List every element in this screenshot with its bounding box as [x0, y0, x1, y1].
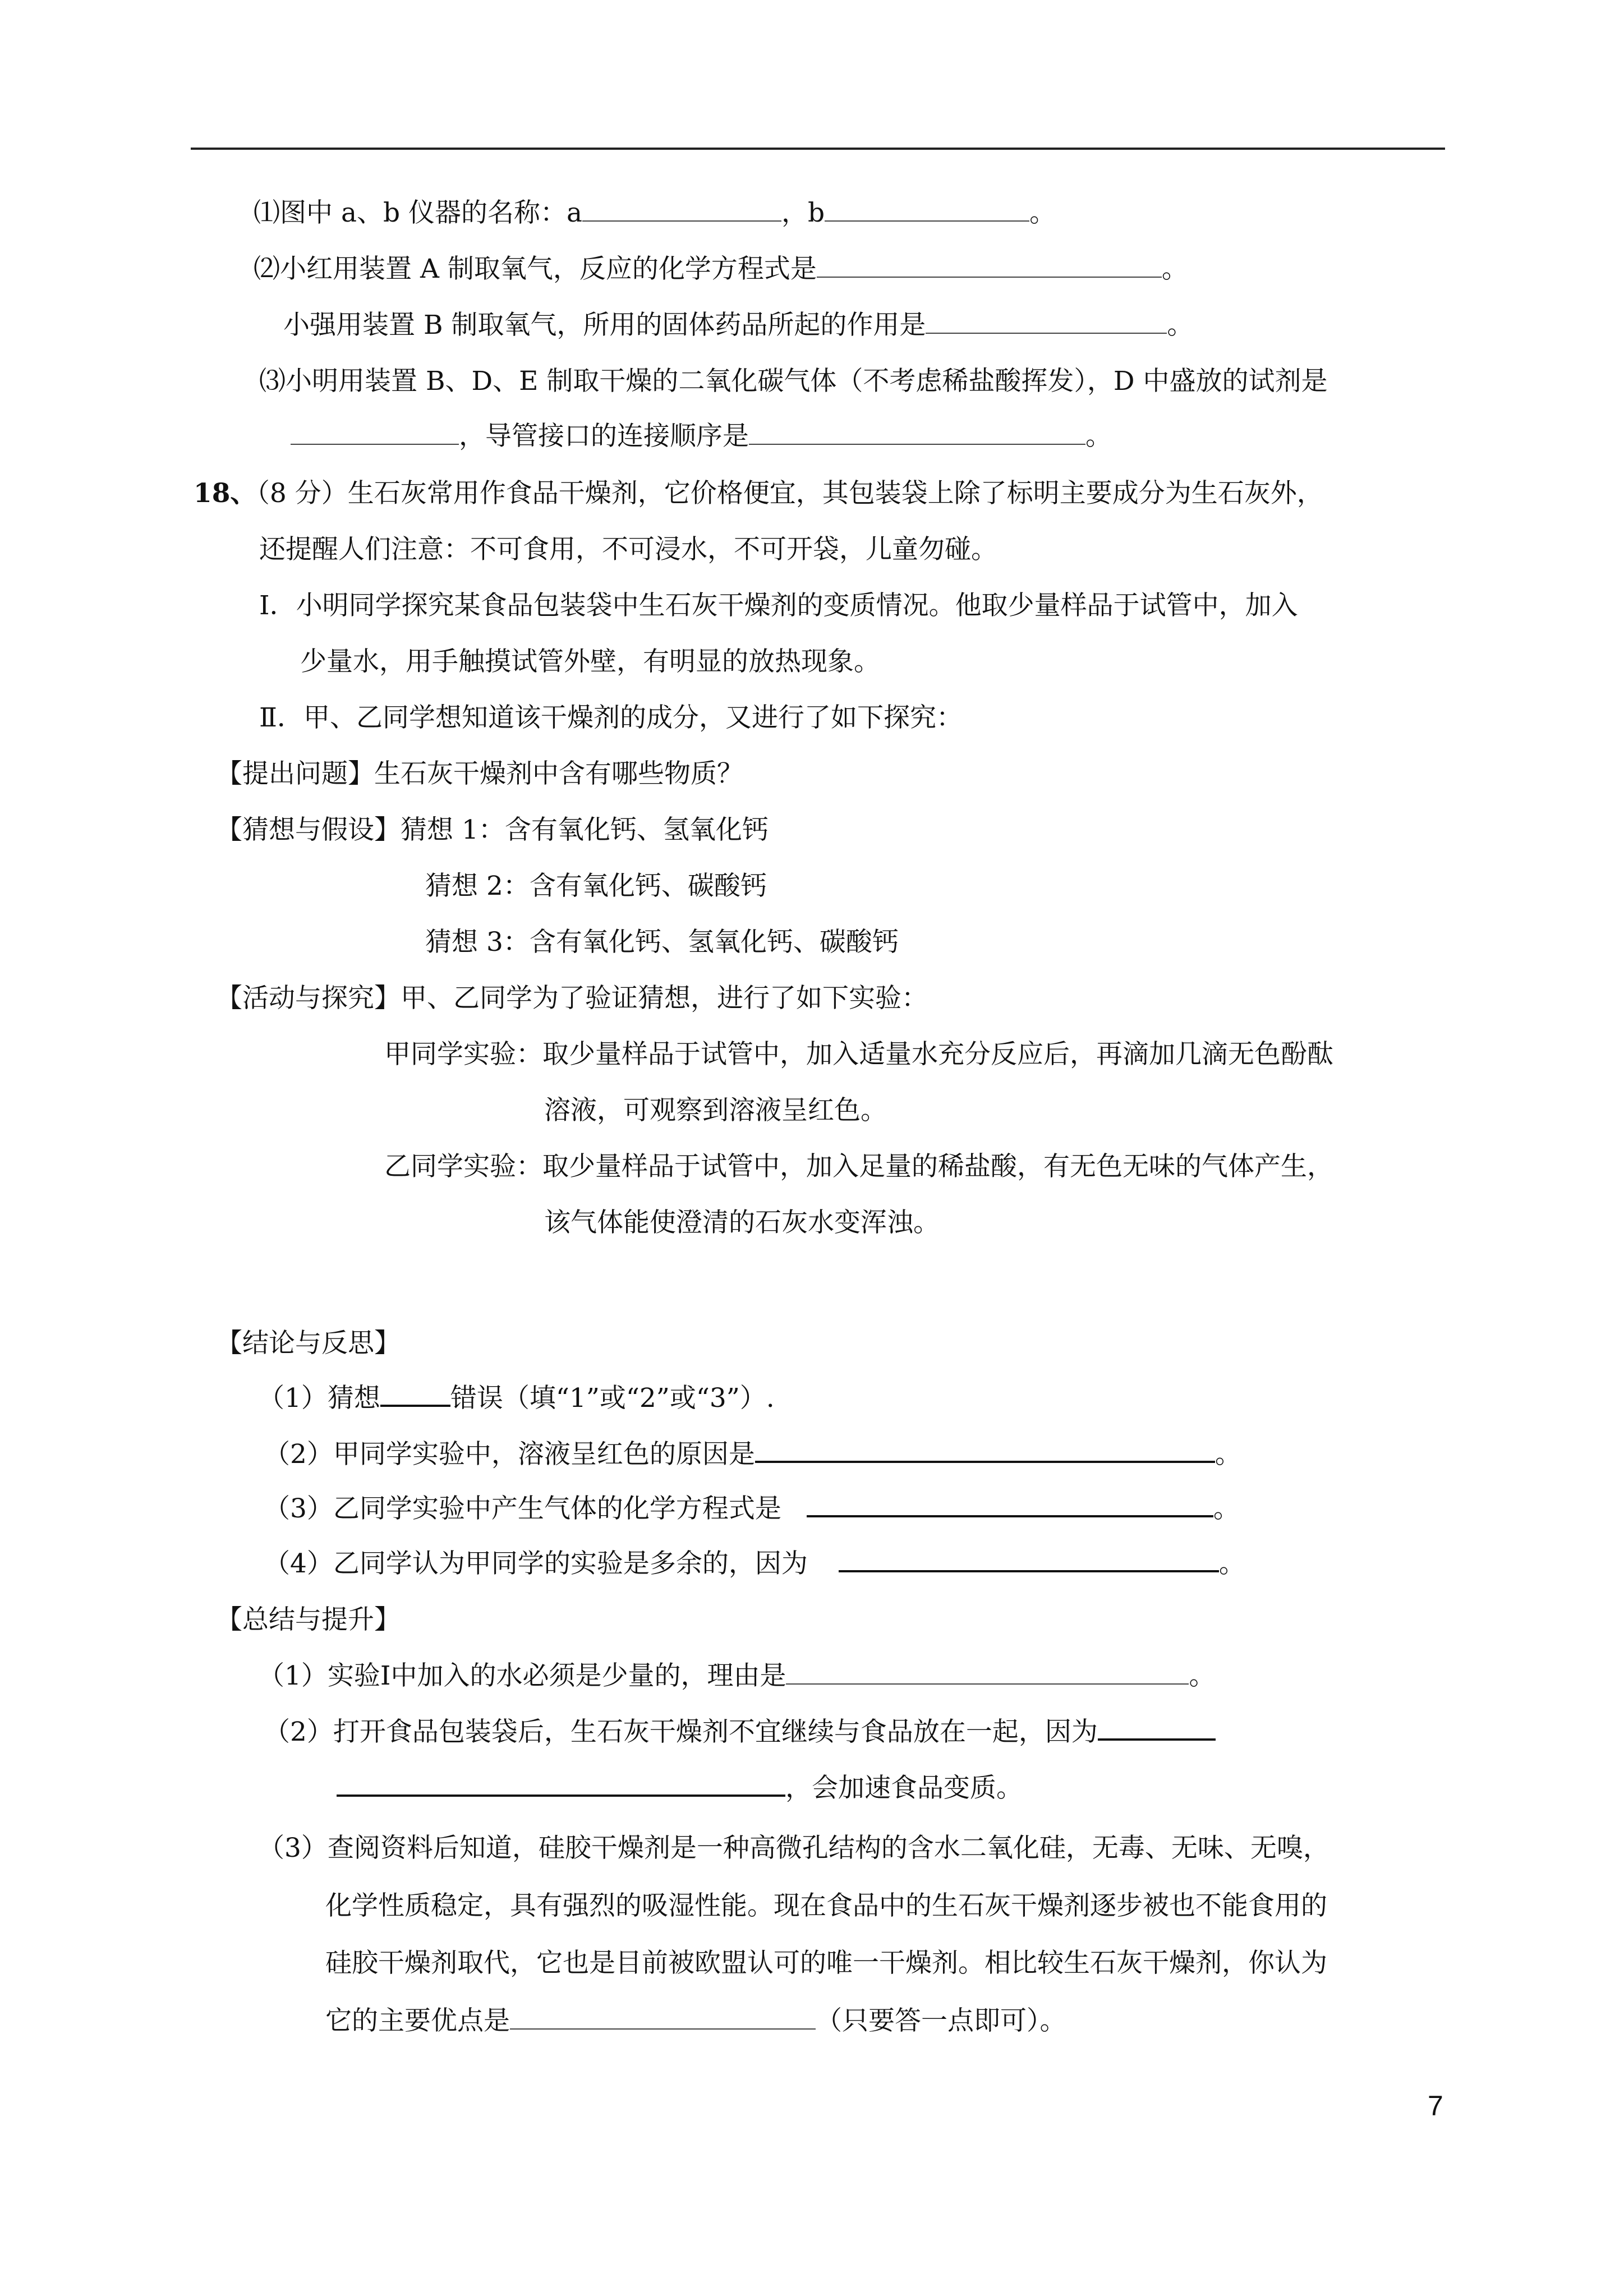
conclusion-2: （2）甲同学实验中，溶液呈红色的原因是 。 — [264, 1439, 1241, 1470]
hypothesis-1: 【猜想与假设】猜想 1：含有氧化钙、氢氧化钙 — [216, 815, 769, 845]
answer-blank-gas-equation[interactable] — [807, 1493, 1213, 1517]
q17-part1-text: ⑴图中 a、b 仪器的名称：a — [254, 197, 583, 228]
summary-heading: 【总结与提升】 — [216, 1604, 401, 1635]
answer-blank-water-reason[interactable] — [786, 1661, 1189, 1685]
answer-blank-catalyst-role[interactable] — [926, 310, 1167, 334]
answer-blank-a[interactable] — [582, 198, 781, 222]
conclusion-3: （3）乙同学实验中产生气体的化学方程式是 。 — [264, 1493, 1240, 1524]
conclusion-4: （4）乙同学认为甲同学的实验是多余的，因为 。 — [264, 1548, 1245, 1579]
q17-part1: ⑴图中 a、b 仪器的名称：a ，b 。 — [254, 197, 1056, 228]
activity-heading: 【活动与探究】甲、乙同学为了验证猜想，进行了如下实验： — [216, 983, 928, 1014]
summary-3-line2: 化学性质稳定，具有强烈的吸湿性能。现在食品中的生石灰干燥剂逐步被也不能食用的 — [325, 1890, 1327, 1921]
conclusion-1: （1）猜想 错误（填“1”或“2”或“3”）. — [258, 1383, 775, 1414]
answer-blank-red-reason[interactable] — [755, 1438, 1215, 1463]
q17-part2-text: ⑵小红用装置 A 制取氧气，反应的化学方程式是 — [254, 254, 817, 284]
answer-blank-desiccant-reason-b[interactable] — [337, 1772, 785, 1797]
q18-intro-line2: 还提醒人们注意：不可食用，不可浸水，不可开袋，儿童勿碰。 — [259, 534, 997, 565]
answer-blank-silica-advantage[interactable] — [510, 2006, 816, 2030]
q17-part2: ⑵小红用装置 A 制取氧气，反应的化学方程式是 。 — [254, 254, 1188, 284]
q18-section1: Ⅰ．小明同学探究某食品包装袋中生石灰干燥剂的变质情况。他取少量样品于试管中，加入 — [259, 590, 1298, 621]
hypothesis-2: 猜想 2：含有氧化钙、碳酸钙 — [425, 871, 767, 901]
hypothesis-heading: 【猜想与假设】 — [216, 815, 401, 845]
q18-intro-line1: 18、（8 分）生石灰常用作食品干燥剂，它价格便宜，其包装袋上除了标明主要成分为生石灰外， — [194, 478, 1323, 509]
answer-blank-b[interactable] — [825, 198, 1029, 222]
q17-part3 — [259, 365, 1328, 398]
q18-section1-cont: 少量水，用手触摸试管外壁，有明显的放热现象。 — [300, 646, 880, 677]
experiment-b-line1: 乙同学实验：取少量样品于试管中，加入足量的稀盐酸，有无色无味的气体产生， — [384, 1151, 1333, 1182]
summary-1: （1）实验Ⅰ中加入的水必须是少量的，理由是 。 — [258, 1660, 1216, 1691]
answer-blank-equation-a[interactable] — [817, 254, 1162, 278]
summary-2: （2）打开食品包装袋后，生石灰干燥剂不宜继续与食品放在一起，因为 — [264, 1715, 1216, 1749]
answer-blank-connection-order[interactable] — [749, 421, 1085, 445]
header-rule — [191, 148, 1445, 150]
summary-2-cont: ，会加速食品变质。 — [337, 1772, 1023, 1805]
page-number: 7 — [1428, 2090, 1443, 2122]
answer-blank-hypothesis-number[interactable] — [380, 1382, 450, 1407]
summary-3-line1: （3）查阅资料后知道，硅胶干燥剂是一种高微孔结构的含水二氧化硅，无毒、无味、无嗅， — [258, 1833, 1329, 1864]
q17-part3-text: ⑶小明用装置 B、D、E 制取干燥的二氧化碳气体（不考虑稀盐酸挥发），D 中盛放的试剂是 — [259, 366, 1328, 397]
experiment-b-line2: 该气体能使澄清的石灰水变浑浊。 — [544, 1207, 940, 1238]
q17-part2b: 小强用装置 B 制取氧气，所用的固体药品所起的作用是 。 — [283, 310, 1194, 341]
question-number: 18、 — [194, 478, 257, 509]
conclusion-heading: 【结论与反思】 — [216, 1328, 401, 1359]
experiment-a-line2: 溶液，可观察到溶液呈红色。 — [544, 1095, 887, 1126]
q17-part3b: ，导管接口的连接顺序是 。 — [291, 420, 1112, 453]
experiment-a-line1: 甲同学实验：取少量样品于试管中，加入适量水充分反应后，再滴加几滴无色酚酞 — [384, 1039, 1333, 1070]
hypothesis-3: 猜想 3：含有氧化钙、氢氧化钙、碳酸钙 — [425, 927, 899, 958]
answer-blank-reagent[interactable] — [291, 421, 459, 445]
answer-blank-desiccant-reason-a[interactable] — [1098, 1716, 1216, 1741]
summary-3-line3: 硅胶干燥剂取代，它也是目前被欧盟认可的唯一干燥剂。相比较生石灰干燥剂，你认为 — [325, 1948, 1327, 1978]
raise-question: 【提出问题】生石灰干燥剂中含有哪些物质？ — [216, 758, 743, 789]
answer-blank-redundant-reason[interactable] — [839, 1548, 1219, 1572]
summary-3-line4: 它的主要优点是 （只要答一点即可）。 — [325, 2005, 1066, 2036]
q17-part2b-text: 小强用装置 B 制取氧气，所用的固体药品所起的作用是 — [283, 310, 926, 341]
q18-section2: Ⅱ．甲、乙同学想知道该干燥剂的成分，又进行了如下探究： — [259, 702, 963, 733]
q17-part1-text-b: ，b — [781, 197, 825, 228]
